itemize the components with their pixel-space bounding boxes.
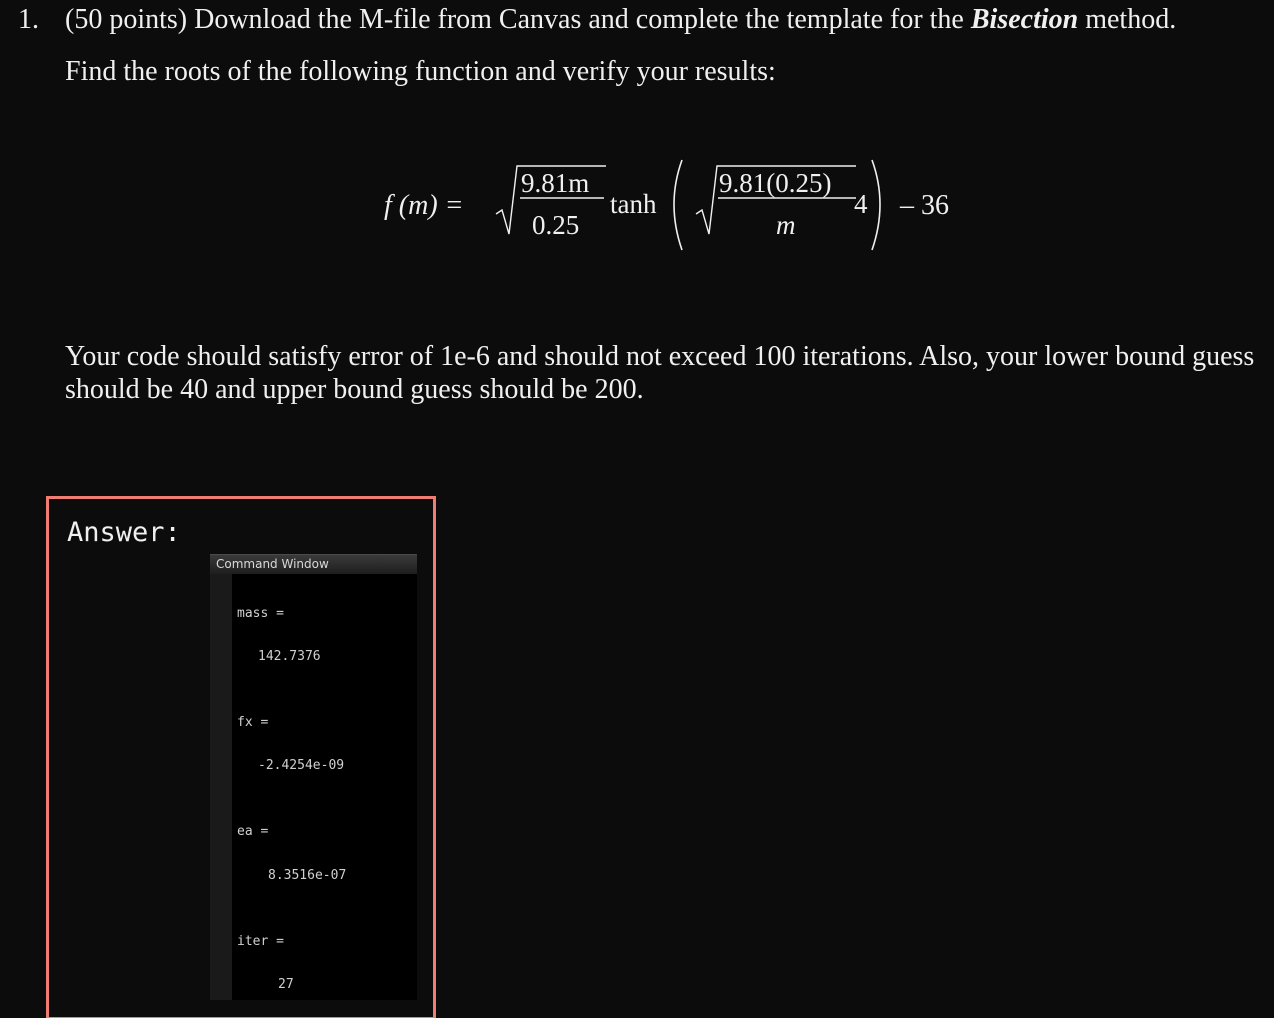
tanh-function: tanh [610, 189, 657, 219]
sqrt2-numerator: 9.81(0.25) [719, 168, 832, 198]
equation-lhs: f (m) = [384, 190, 464, 221]
question-requirements: Your code should satisfy error of 1e-6 and should not exceed 100 iterations. Also, your lower bound guess should be 40 and upper bound guess should be 200. [65, 341, 1255, 405]
question-line-1-end: method. [1078, 4, 1177, 35]
function-equation [380, 150, 980, 260]
command-window-screenshot [210, 554, 417, 1000]
output-value: 142.7376 [258, 649, 321, 664]
left-paren [674, 160, 682, 250]
question-line-1 [65, 4, 1176, 36]
question-number: 1. [18, 4, 39, 35]
sqrt1-denominator: 0.25 [532, 210, 580, 240]
equation-svg [380, 150, 980, 260]
command-window-title: Command Window [210, 554, 417, 574]
output-value: -2.4254e-09 [258, 758, 345, 773]
output-line: mass = [237, 606, 284, 621]
method-name: Bisection [970, 4, 1079, 35]
output-value: 27 [278, 977, 294, 992]
output-line: iter = [237, 934, 284, 949]
right-paren [872, 160, 880, 250]
question-line-2: Find the roots of the following function and verify your results: [65, 56, 776, 87]
output-value: 8.3516e-07 [268, 868, 347, 883]
equation-constant: – 36 [900, 190, 949, 221]
command-window-gutter [210, 574, 232, 1000]
sqrt2-denominator: m [776, 210, 796, 240]
answer-label: Answer: [67, 517, 181, 548]
output-line: fx = [237, 715, 269, 730]
output-line: ea = [237, 824, 269, 839]
equation-multiplier: 4 [854, 189, 868, 219]
sqrt1-numerator: 9.81m [521, 168, 590, 198]
question-line-1-text: (50 points) Download the M-file from Canvas and complete the template for the [65, 4, 971, 35]
answer-box [46, 496, 436, 1018]
